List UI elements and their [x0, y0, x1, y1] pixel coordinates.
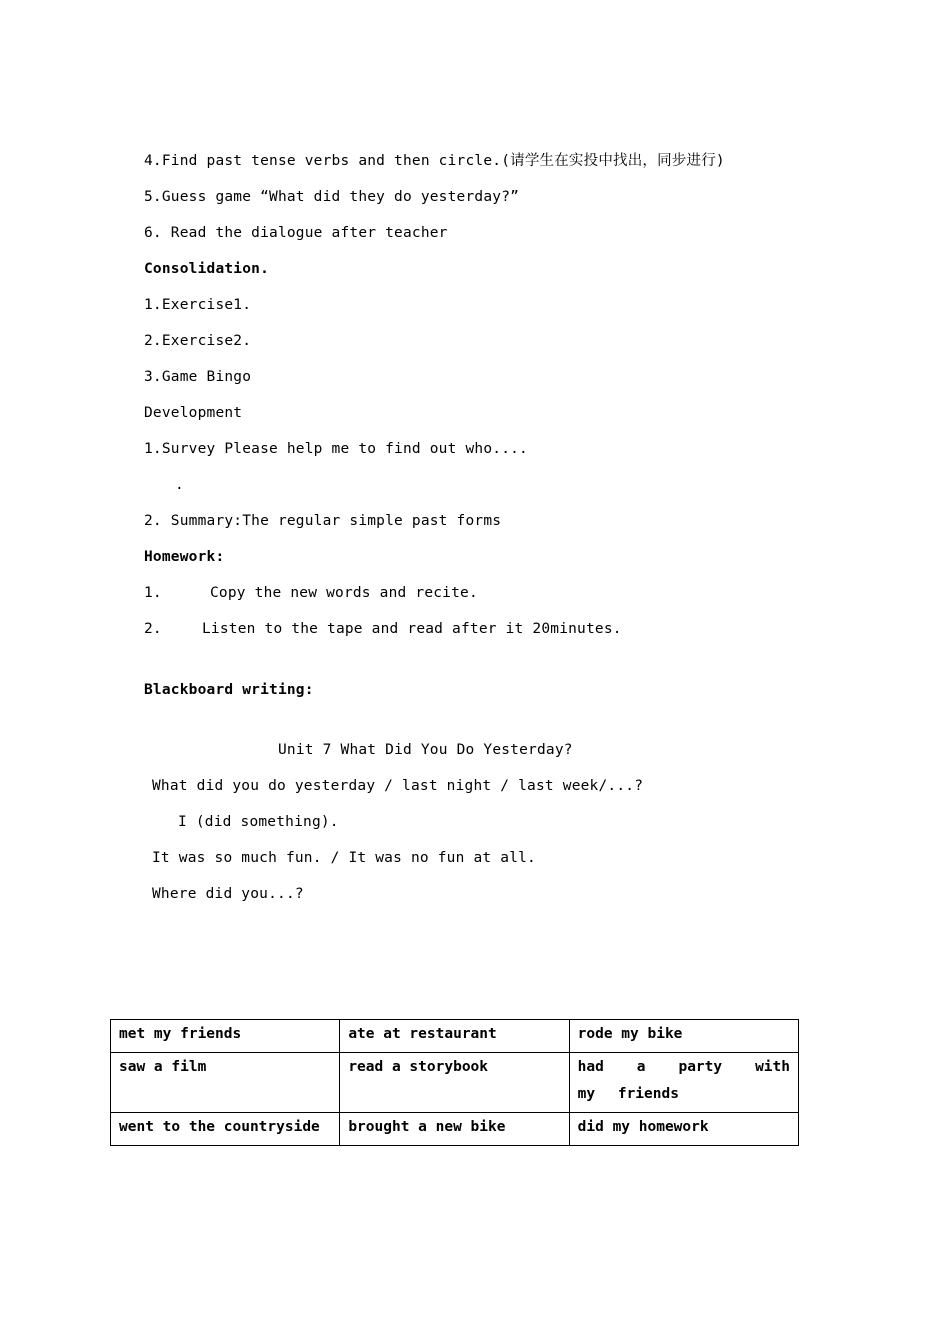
blackboard-line-2: I (did something). [178, 814, 339, 830]
homework-item-1-num: 1. [144, 585, 162, 601]
consolidation-item-2: 2.Exercise2. [144, 333, 252, 349]
table-row [111, 1020, 799, 1053]
blackboard-line-4: Where did you...? [152, 886, 304, 902]
table-row [111, 1053, 799, 1113]
table-cell [569, 1053, 798, 1113]
consolidation-item-1: 1.Exercise1. [144, 297, 252, 313]
table-row [111, 1113, 799, 1146]
table-cell: saw a film [111, 1053, 340, 1113]
table-cell-text: had a party with my friends [577, 1059, 790, 1102]
development-item-2: 2. Summary:The regular simple past forms [144, 513, 502, 529]
table-cell: brought a new bike [340, 1113, 569, 1146]
table-cell: ate at restaurant [340, 1020, 569, 1053]
vocab-table [110, 1019, 799, 1146]
homework-heading: Homework: [144, 549, 225, 565]
table-cell: read a storybook [340, 1053, 569, 1113]
blackboard-line-1: What did you do yesterday / last night / last week/...? [152, 778, 644, 794]
table-cell: did my homework [569, 1113, 798, 1146]
table-cell: went to the countryside [111, 1113, 340, 1146]
blackboard-title: Unit 7 What Did You Do Yesterday? [278, 742, 573, 758]
homework-item-2-num: 2. [144, 621, 162, 637]
homework-item-1-text: Copy the new words and recite. [210, 585, 478, 601]
step-5: 5.Guess game “What did they do yesterday?” [144, 189, 520, 205]
development-dot: . [175, 477, 184, 493]
step-6: 6. Read the dialogue after teacher [144, 225, 448, 241]
consolidation-heading: Consolidation. [144, 261, 270, 277]
blackboard-heading: Blackboard writing: [144, 682, 314, 698]
blackboard-line-3: It was so much fun. / It was no fun at all. [152, 850, 536, 866]
development-item-1: 1.Survey Please help me to find out who.... [144, 441, 528, 457]
table-cell: met my friends [111, 1020, 340, 1053]
step-4: 4.Find past tense verbs and then circle.(请学生在实投中找出，同步进行) [144, 153, 725, 169]
development-heading: Development [144, 405, 243, 421]
consolidation-item-3: 3.Game Bingo [144, 369, 252, 385]
table-cell: rode my bike [569, 1020, 798, 1053]
homework-item-2-text: Listen to the tape and read after it 20minutes. [202, 621, 622, 637]
